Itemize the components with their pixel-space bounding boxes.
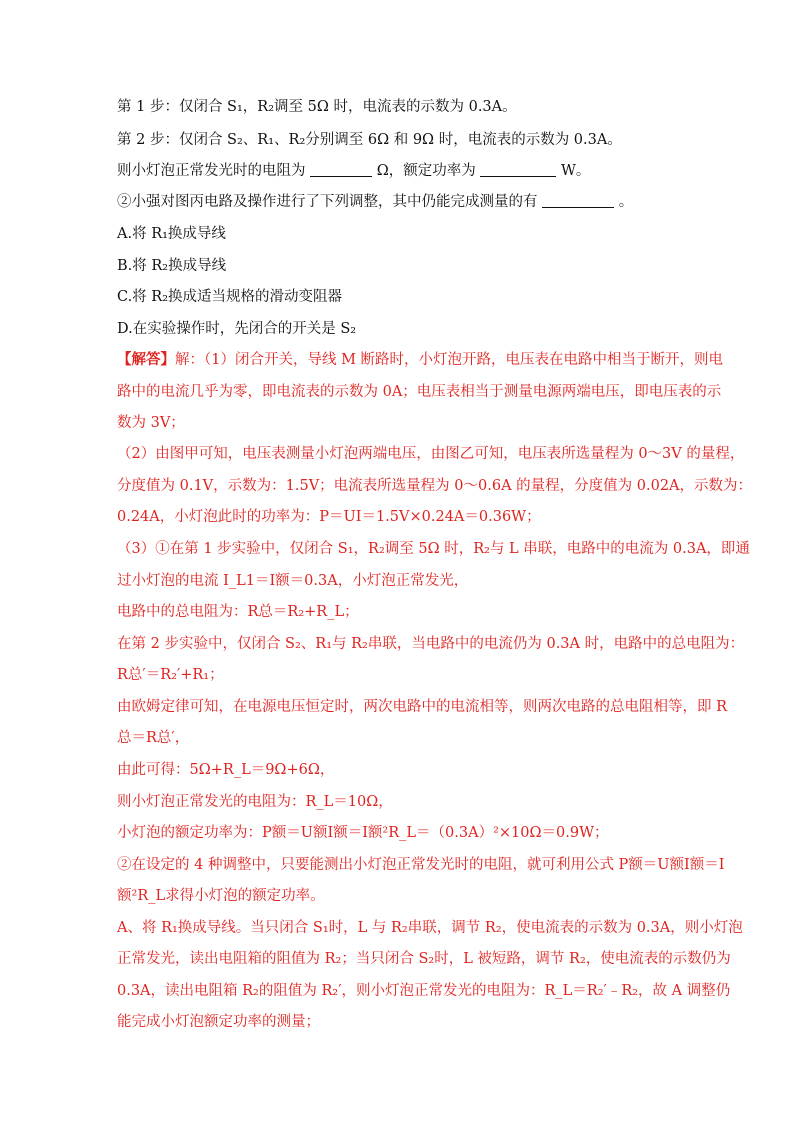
answer-line-1-text: 解：（1）闭合开关，导线 M 断路时，小灯泡开路，电压表在电路中相当于断开，则电 bbox=[175, 352, 724, 368]
answer-line-6: 0.24A，小灯泡此时的功率为：P＝UI＝1.5V×0.24A＝0.36W； bbox=[117, 509, 541, 525]
question-2-text: ②小强对图丙电路及操作进行了下列调整，其中仍能完成测量的有 bbox=[117, 194, 538, 210]
result-text-b: Ω，额定功率为 bbox=[376, 163, 476, 179]
answer-line-10: 在第 2 步实验中，仅闭合 S₂、R₁与 R₂串联，当电路中的电流仍为 0.3A 时，电路中的总电阻为： bbox=[117, 636, 745, 652]
answer-tag: 【解答】 bbox=[117, 351, 175, 368]
question-2-line bbox=[117, 192, 633, 212]
answer-line-3: 数为 3V； bbox=[117, 415, 185, 431]
answer-line-5: 分度值为 0.1V，示数为：1.5V；电流表所选量程为 0～0.6A 的量程，分度值为 0.02A，示数为： bbox=[117, 478, 753, 494]
answer-line-18: 额²R_L求得小灯泡的额定功率。 bbox=[117, 888, 325, 904]
question-2-end: 。 bbox=[618, 194, 634, 210]
answer-blank-options bbox=[542, 193, 614, 208]
answer-line-12: 由欧姆定律可知，在电源电压恒定时，两次电路中的电流相等，则两次电路的总电阻相等，即 R bbox=[117, 699, 728, 715]
answer-line-13: 总＝R总′， bbox=[117, 730, 190, 746]
option-c: C.将 R₂换成适当规格的滑动变阻器 bbox=[117, 289, 343, 305]
question-step-2: 第 2 步：仅闭合 S₂、R₁、R₂分别调至 6Ω 和 9Ω 时，电流表的示数为 0.3A。 bbox=[117, 132, 622, 148]
option-d: D.在实验操作时，先闭合的开关是 S₂ bbox=[117, 321, 357, 337]
answer-line-9: 电路中的总电阻为：R总＝R₂+R_L； bbox=[117, 604, 359, 620]
option-a: A.将 R₁换成导线 bbox=[117, 226, 226, 242]
answer-line-16: 小灯泡的额定功率为：P额＝U额I额＝I额²R_L＝（0.3A）²×10Ω＝0.9W； bbox=[117, 825, 609, 841]
answer-line-20: 正常发光，读出电阻箱的阻值为 R₂；当只闭合 S₂时，L 被短路，调节 R₂，使电流表的示数仍为 bbox=[117, 951, 731, 967]
answer-line-14: 由此可得：5Ω+R_L＝9Ω+6Ω， bbox=[117, 762, 335, 778]
answer-line-4: （2）由图甲可知，电压表测量小灯泡两端电压，由图乙可知，电压表所选量程为 0～3V 的量程， bbox=[117, 446, 745, 462]
answer-line-17: ②在设定的 4 种调整中，只要能测出小灯泡正常发光时的电阻，就可利用公式 P额＝U额I额＝I bbox=[117, 857, 725, 873]
answer-line-22: 能完成小灯泡额定功率的测量； bbox=[117, 1014, 320, 1030]
answer-line-7: （3）①在第 1 步实验中，仅闭合 S₁，R₂调至 5Ω 时，R₂与 L 串联，电路中的电流为 0.3A，即通 bbox=[117, 541, 750, 557]
answer-blank-power bbox=[480, 162, 556, 177]
answer-line-21: 0.3A，读出电阻箱 R₂的阻值为 R₂′，则小灯泡正常发光的电阻为：R_L＝R₂′﹣R₂，故 A 调整仍 bbox=[117, 983, 731, 999]
answer-blank-resistance bbox=[310, 162, 372, 177]
answer-line-2: 路中的电流几乎为零，即电流表的示数为 0A；电压表相当于测量电源两端电压，即电压表的示 bbox=[117, 384, 722, 400]
question-result-line bbox=[117, 161, 590, 181]
result-text-a: 则小灯泡正常发光时的电阻为 bbox=[117, 163, 306, 179]
answer-line-19: A、将 R₁换成导线。当只闭合 S₁时，L 与 R₂串联，调节 R₂，使电流表的示数为 0.3A，则小灯泡 bbox=[117, 920, 743, 936]
answer-line-8: 过小灯泡的电流 I_L1＝I额＝0.3A，小灯泡正常发光， bbox=[117, 573, 469, 589]
result-text-c: W。 bbox=[560, 163, 591, 179]
question-step-1: 第 1 步：仅闭合 S₁，R₂调至 5Ω 时，电流表的示数为 0.3A。 bbox=[117, 99, 517, 115]
answer-line-11: R总′＝R₂′+R₁； bbox=[117, 667, 224, 683]
answer-line-15: 则小灯泡正常发光的电阻为：R_L＝10Ω， bbox=[117, 794, 393, 810]
option-b: B.将 R₂换成导线 bbox=[117, 258, 227, 274]
answer-line-1 bbox=[117, 350, 723, 370]
